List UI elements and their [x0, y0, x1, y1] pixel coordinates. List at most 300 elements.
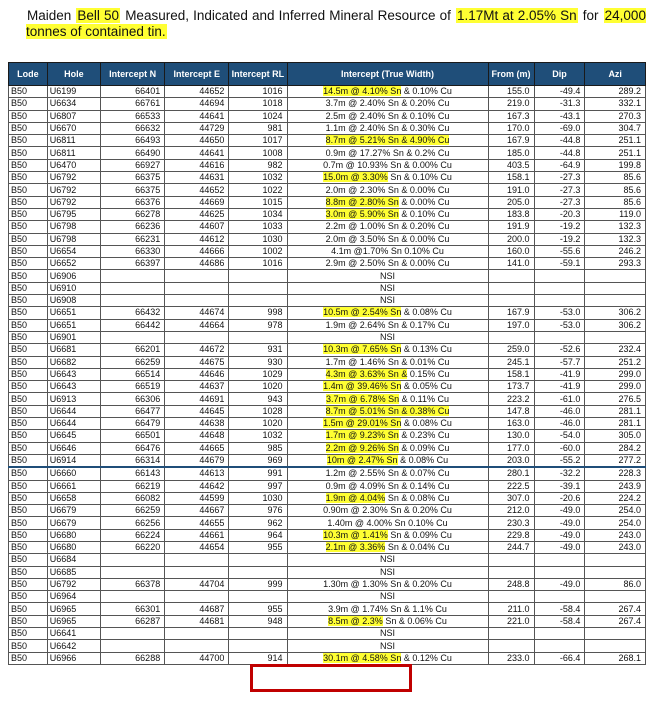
cell-hole: U6795 [47, 208, 100, 220]
intro-contained-tin: 24,000 tonnes of contained tin. [26, 8, 646, 39]
cell-dip: -41.9 [534, 368, 585, 380]
intercept-text: & 0.08% Cu [397, 455, 449, 466]
table-row [9, 652, 646, 664]
cell-dip: -27.3 [534, 196, 585, 208]
intercept-text: 2.9m @ 2.50% Sn & 0.00% Cu [325, 258, 450, 269]
cell-intercept-true-width [287, 135, 488, 147]
table-row [9, 258, 646, 270]
table-header-row [9, 63, 646, 86]
cell-from: 244.7 [488, 541, 534, 553]
cell-intercept-true-width [287, 196, 488, 208]
cell-hole: U6792 [47, 184, 100, 196]
intro-part-1: Maiden [27, 8, 72, 23]
intercept-text: Sn & 0.04% Cu [385, 542, 450, 553]
cell-intercept-true-width [287, 454, 488, 467]
cell-lode: B50 [9, 282, 48, 294]
cell-intercept-n: 66490 [101, 147, 165, 159]
cell-hole: U6651 [47, 307, 100, 319]
table-row [9, 615, 646, 627]
cell-from: 205.0 [488, 196, 534, 208]
cell-lode: B50 [9, 393, 48, 405]
intercept-text: 0.15% Cu [407, 368, 450, 379]
header-intercept-e: Intercept E [165, 63, 229, 86]
cell-intercept-n: 66259 [101, 505, 165, 517]
cell-lode: B50 [9, 381, 48, 393]
cell-hole: U6682 [47, 356, 100, 368]
cell-intercept-e: 44648 [165, 430, 229, 442]
intro-paragraph [26, 8, 646, 40]
cell-intercept-n: 66479 [101, 418, 165, 430]
intercept-highlight-text: 8.7m @ 5.01% Sn & 0.38% Cu [325, 405, 450, 416]
cell-dip: -52.6 [534, 344, 585, 356]
cell-dip: -58.4 [534, 615, 585, 627]
cell-intercept-e: 44665 [165, 442, 229, 454]
cell-azi [585, 295, 646, 307]
header-hole: Hole [47, 63, 100, 86]
intercept-text: Sn & 0.06% Cu [382, 615, 447, 626]
table-row [9, 282, 646, 294]
cell-intercept-e: 44599 [165, 492, 229, 504]
cell-hole: U6670 [47, 122, 100, 134]
cell-azi: 284.2 [585, 442, 646, 454]
cell-azi [585, 270, 646, 282]
cell-intercept-e: 44646 [165, 368, 229, 380]
cell-from [488, 295, 534, 307]
cell-intercept-e: 44654 [165, 541, 229, 553]
header-intercept-true-width: Intercept (True Width) [287, 63, 488, 86]
cell-lode: B50 [9, 159, 48, 171]
table-row [9, 122, 646, 134]
cell-intercept-true-width [287, 122, 488, 134]
cell-intercept-n: 66519 [101, 381, 165, 393]
cell-intercept-rl: 948 [229, 615, 287, 627]
intro-part-3: Measured, Indicated and Inferred Mineral Resource of [125, 8, 451, 23]
cell-dip: -54.0 [534, 430, 585, 442]
cell-intercept-e: 44687 [165, 603, 229, 615]
cell-intercept-n: 66143 [101, 467, 165, 480]
cell-intercept-e: 44612 [165, 233, 229, 245]
intercept-highlight-text: 10.3m @ 7.65% Sn [323, 344, 402, 355]
cell-intercept-e [165, 331, 229, 343]
cell-intercept-true-width [287, 344, 488, 356]
cell-intercept-n: 66220 [101, 541, 165, 553]
intercept-text: & 0.13% Cu [401, 344, 452, 355]
intercept-highlight-text: 3.7m @ 6.78% Sn [325, 393, 400, 404]
intercept-text: NSI [380, 640, 396, 651]
cell-hole: U6906 [47, 270, 100, 282]
intercept-text: Sn & 0.10% Cu [387, 172, 452, 183]
cell-intercept-e: 44641 [165, 147, 229, 159]
cell-intercept-rl: 1032 [229, 430, 287, 442]
intercept-highlight-text: 2.1m @ 3.36% [325, 542, 386, 553]
intercept-text: 0.90m @ 2.30% Sn & 0.20% Cu [323, 505, 452, 516]
header-intercept-n: Intercept N [101, 63, 165, 86]
cell-intercept-rl: 982 [229, 159, 287, 171]
cell-intercept-rl: 985 [229, 442, 287, 454]
intercept-text: NSI [380, 332, 396, 343]
table-row [9, 566, 646, 578]
intercept-text: & 0.08% Cu [401, 307, 452, 318]
cell-azi: 277.2 [585, 454, 646, 467]
cell-dip: -49.0 [534, 529, 585, 541]
cell-lode: B50 [9, 86, 48, 98]
intro-deposit-name: Bell 50 [77, 8, 120, 23]
cell-intercept-rl [229, 295, 287, 307]
cell-intercept-e: 44675 [165, 356, 229, 368]
cell-intercept-e: 44638 [165, 418, 229, 430]
cell-dip: -58.4 [534, 603, 585, 615]
cell-intercept-n: 66301 [101, 603, 165, 615]
table-row [9, 578, 646, 590]
cell-intercept-n: 66378 [101, 578, 165, 590]
cell-azi [585, 331, 646, 343]
table-row [9, 603, 646, 615]
cell-lode: B50 [9, 454, 48, 467]
cell-intercept-rl: 1020 [229, 381, 287, 393]
cell-from: 155.0 [488, 86, 534, 98]
cell-lode: B50 [9, 122, 48, 134]
cell-lode: B50 [9, 184, 48, 196]
intercept-text: NSI [380, 282, 396, 293]
intercept-highlight-text: 8.5m @ 2.3% [328, 615, 383, 626]
cell-intercept-e: 44607 [165, 221, 229, 233]
cell-intercept-true-width [287, 147, 488, 159]
cell-azi: 267.4 [585, 615, 646, 627]
cell-azi: 224.2 [585, 492, 646, 504]
intercept-text: & 0.10% Cu [401, 86, 452, 97]
cell-azi: 289.2 [585, 86, 646, 98]
table-row [9, 196, 646, 208]
cell-intercept-e [165, 640, 229, 652]
cell-lode: B50 [9, 172, 48, 184]
table-row [9, 368, 646, 380]
cell-intercept-n: 66306 [101, 393, 165, 405]
cell-azi: 199.8 [585, 159, 646, 171]
cell-intercept-rl: 1033 [229, 221, 287, 233]
cell-dip: -46.0 [534, 405, 585, 417]
cell-hole: U6910 [47, 282, 100, 294]
cell-from: 200.0 [488, 233, 534, 245]
cell-dip [534, 270, 585, 282]
cell-intercept-rl: 943 [229, 393, 287, 405]
table-row [9, 505, 646, 517]
cell-intercept-n [101, 566, 165, 578]
cell-dip: -19.2 [534, 221, 585, 233]
table-row [9, 184, 646, 196]
intercept-highlight-text: 30.1m @ 4.58% Sn [323, 652, 402, 663]
cell-intercept-rl: 1032 [229, 172, 287, 184]
intro-part-5: for [582, 8, 599, 23]
cell-intercept-n: 66761 [101, 98, 165, 110]
cell-dip: -46.0 [534, 418, 585, 430]
cell-intercept-rl: 976 [229, 505, 287, 517]
cell-intercept-rl: 1017 [229, 135, 287, 147]
intercept-text: & 0.11% Cu [399, 393, 450, 404]
cell-azi: 243.0 [585, 541, 646, 553]
cell-dip: -59.1 [534, 258, 585, 270]
cell-azi [585, 554, 646, 566]
cell-intercept-true-width [287, 628, 488, 640]
cell-lode: B50 [9, 208, 48, 220]
header-lode: Lode [9, 63, 48, 86]
header-azi: Azi [585, 63, 646, 86]
cell-intercept-rl [229, 591, 287, 603]
cell-intercept-n: 66514 [101, 368, 165, 380]
cell-intercept-rl: 998 [229, 307, 287, 319]
cell-lode: B50 [9, 640, 48, 652]
cell-intercept-n: 66397 [101, 258, 165, 270]
table-row [9, 454, 646, 467]
cell-intercept-rl: 955 [229, 603, 287, 615]
cell-intercept-rl: 1028 [229, 405, 287, 417]
table-row [9, 319, 646, 331]
cell-lode: B50 [9, 270, 48, 282]
table-row [9, 110, 646, 122]
cell-azi: 251.2 [585, 356, 646, 368]
cell-intercept-rl: 1030 [229, 492, 287, 504]
cell-from: 229.8 [488, 529, 534, 541]
cell-dip: -41.9 [534, 381, 585, 393]
cell-lode: B50 [9, 233, 48, 245]
cell-hole: U6901 [47, 331, 100, 343]
cell-hole: U6798 [47, 233, 100, 245]
cell-dip: -39.1 [534, 480, 585, 492]
cell-azi: 132.3 [585, 233, 646, 245]
cell-dip: -20.3 [534, 208, 585, 220]
cell-intercept-rl: 1034 [229, 208, 287, 220]
cell-hole: U6199 [47, 86, 100, 98]
cell-lode: B50 [9, 331, 48, 343]
cell-intercept-n [101, 640, 165, 652]
cell-from: 147.8 [488, 405, 534, 417]
cell-hole: U6966 [47, 652, 100, 664]
cell-dip [534, 331, 585, 343]
cell-intercept-n: 66493 [101, 135, 165, 147]
cell-azi: 332.1 [585, 98, 646, 110]
intercept-text: 2.0m @ 3.50% Sn & 0.00% Cu [325, 233, 450, 244]
table-row [9, 442, 646, 454]
cell-hole: U6679 [47, 517, 100, 529]
cell-intercept-e: 44616 [165, 159, 229, 171]
cell-azi: 85.6 [585, 196, 646, 208]
cell-intercept-rl: 1030 [229, 233, 287, 245]
cell-hole: U6685 [47, 566, 100, 578]
cell-lode: B50 [9, 319, 48, 331]
cell-from: 191.9 [488, 221, 534, 233]
intercept-text: 1.30m @ 1.30% Sn & 0.20% Cu [323, 579, 452, 590]
intercept-highlight-text: 10.3m @ 1.41% [323, 529, 388, 540]
cell-lode: B50 [9, 196, 48, 208]
intercept-text: 1.7m @ 1.46% Sn & 0.01% Cu [325, 356, 450, 367]
cell-intercept-rl: 955 [229, 541, 287, 553]
cell-intercept-e: 44686 [165, 258, 229, 270]
cell-hole: U6646 [47, 442, 100, 454]
cell-intercept-rl [229, 566, 287, 578]
cell-intercept-true-width [287, 529, 488, 541]
cell-azi: 306.2 [585, 319, 646, 331]
cell-intercept-e: 44637 [165, 381, 229, 393]
cell-hole: U6643 [47, 368, 100, 380]
cell-lode: B50 [9, 405, 48, 417]
cell-from: 163.0 [488, 418, 534, 430]
cell-hole: U6660 [47, 467, 100, 480]
table-row [9, 541, 646, 553]
cell-lode: B50 [9, 467, 48, 480]
cell-intercept-n: 66330 [101, 245, 165, 257]
cell-intercept-rl: 1029 [229, 368, 287, 380]
cell-intercept-e: 44655 [165, 517, 229, 529]
table-row [9, 393, 646, 405]
cell-intercept-true-width [287, 505, 488, 517]
intro-resource-grade: 1.17Mt at 2.05% Sn [456, 8, 577, 23]
table-row [9, 640, 646, 652]
cell-hole: U6914 [47, 454, 100, 467]
cell-from: 307.0 [488, 492, 534, 504]
intercept-text: 1.9m @ 2.64% Sn & 0.17% Cu [325, 319, 450, 330]
table-row [9, 492, 646, 504]
intercept-highlight-text: 4.3m @ 3.63% Sn & [325, 368, 408, 379]
cell-intercept-rl [229, 331, 287, 343]
cell-intercept-true-width [287, 110, 488, 122]
table-row [9, 344, 646, 356]
cell-lode: B50 [9, 418, 48, 430]
table-row [9, 221, 646, 233]
cell-intercept-e: 44625 [165, 208, 229, 220]
cell-hole: U6643 [47, 381, 100, 393]
cell-intercept-e [165, 295, 229, 307]
cell-azi: 228.3 [585, 467, 646, 480]
cell-intercept-true-width [287, 258, 488, 270]
cell-intercept-rl: 981 [229, 122, 287, 134]
cell-azi: 132.3 [585, 221, 646, 233]
cell-intercept-true-width [287, 418, 488, 430]
cell-intercept-e: 44672 [165, 344, 229, 356]
cell-intercept-n: 66288 [101, 652, 165, 664]
cell-from: 160.0 [488, 245, 534, 257]
cell-lode: B50 [9, 505, 48, 517]
cell-intercept-n: 66375 [101, 184, 165, 196]
cell-azi: 304.7 [585, 122, 646, 134]
cell-intercept-true-width [287, 184, 488, 196]
cell-azi: 119.0 [585, 208, 646, 220]
cell-lode: B50 [9, 110, 48, 122]
intercept-highlight-text: 2.2m @ 9.26% Sn [325, 442, 399, 453]
cell-from: 230.3 [488, 517, 534, 529]
cell-intercept-true-width [287, 98, 488, 110]
cell-azi: 268.1 [585, 652, 646, 664]
intercept-text: 1.40m @ 4.00% Sn 0.10% Cu [327, 517, 448, 528]
cell-intercept-true-width [287, 640, 488, 652]
intercept-text: 2.5m @ 2.40% Sn & 0.10% Cu [325, 110, 450, 121]
cell-intercept-n: 66375 [101, 172, 165, 184]
table-row [9, 331, 646, 343]
cell-azi: 281.1 [585, 418, 646, 430]
intercept-text: 0.9m @ 4.09% Sn & 0.14% Cu [325, 480, 450, 491]
cell-from [488, 270, 534, 282]
table-row [9, 270, 646, 282]
cell-intercept-e: 44691 [165, 393, 229, 405]
cell-hole: U6811 [47, 147, 100, 159]
intercept-text: & 0.09% Cu [398, 442, 450, 453]
intercept-text: NSI [380, 554, 396, 565]
cell-intercept-e [165, 566, 229, 578]
cell-dip: -53.0 [534, 319, 585, 331]
intercept-text: 2.2m @ 1.00% Sn & 0.20% Cu [325, 221, 450, 232]
cell-lode: B50 [9, 652, 48, 664]
cell-hole: U6644 [47, 405, 100, 417]
cell-intercept-rl: 999 [229, 578, 287, 590]
cell-azi: 246.2 [585, 245, 646, 257]
cell-intercept-true-width [287, 405, 488, 417]
cell-from [488, 591, 534, 603]
cell-from: 185.0 [488, 147, 534, 159]
cell-intercept-n [101, 270, 165, 282]
cell-azi: 306.2 [585, 307, 646, 319]
cell-hole: U6792 [47, 196, 100, 208]
cell-from [488, 554, 534, 566]
cell-dip: -49.0 [534, 517, 585, 529]
cell-dip: -49.0 [534, 541, 585, 553]
drill-intercept-table-container [8, 62, 646, 665]
cell-azi: 267.4 [585, 603, 646, 615]
cell-intercept-e: 44641 [165, 110, 229, 122]
cell-intercept-true-width [287, 245, 488, 257]
cell-intercept-n: 66278 [101, 208, 165, 220]
cell-intercept-rl: 1016 [229, 258, 287, 270]
table-row [9, 356, 646, 368]
table-row [9, 430, 646, 442]
cell-intercept-true-width [287, 467, 488, 480]
cell-intercept-rl: 914 [229, 652, 287, 664]
cell-intercept-e: 44650 [165, 135, 229, 147]
cell-from: 222.5 [488, 480, 534, 492]
cell-from [488, 331, 534, 343]
cell-from: 245.1 [488, 356, 534, 368]
cell-azi: 293.3 [585, 258, 646, 270]
cell-intercept-e: 44613 [165, 467, 229, 480]
cell-intercept-true-width [287, 331, 488, 343]
cell-intercept-n: 66632 [101, 122, 165, 134]
cell-intercept-n: 66219 [101, 480, 165, 492]
cell-from: 203.0 [488, 454, 534, 467]
intercept-text: 1.1m @ 2.40% Sn & 0.30% Cu [325, 123, 450, 134]
intercept-highlight-text: 1.7m @ 9.23% Sn [325, 430, 399, 441]
cell-dip [534, 591, 585, 603]
cell-intercept-n: 66259 [101, 356, 165, 368]
cell-intercept-true-width [287, 480, 488, 492]
cell-intercept-e: 44669 [165, 196, 229, 208]
intercept-highlight-text: 8.7m @ 5.21% Sn & 4.90% Cu [325, 135, 450, 146]
cell-intercept-rl: 962 [229, 517, 287, 529]
intercept-text: NSI [380, 270, 396, 281]
cell-intercept-n: 66236 [101, 221, 165, 233]
cell-from: 212.0 [488, 505, 534, 517]
cell-intercept-rl: 997 [229, 480, 287, 492]
cell-hole: U6908 [47, 295, 100, 307]
cell-intercept-rl: 931 [229, 344, 287, 356]
cell-from: 248.8 [488, 578, 534, 590]
table-row [9, 467, 646, 480]
cell-from: 130.0 [488, 430, 534, 442]
cell-azi [585, 640, 646, 652]
intercept-text: & 0.12% Cu [401, 652, 452, 663]
table-row [9, 480, 646, 492]
cell-intercept-e [165, 282, 229, 294]
cell-intercept-true-width [287, 172, 488, 184]
cell-dip [534, 295, 585, 307]
cell-from: 141.0 [488, 258, 534, 270]
cell-azi: 251.1 [585, 147, 646, 159]
